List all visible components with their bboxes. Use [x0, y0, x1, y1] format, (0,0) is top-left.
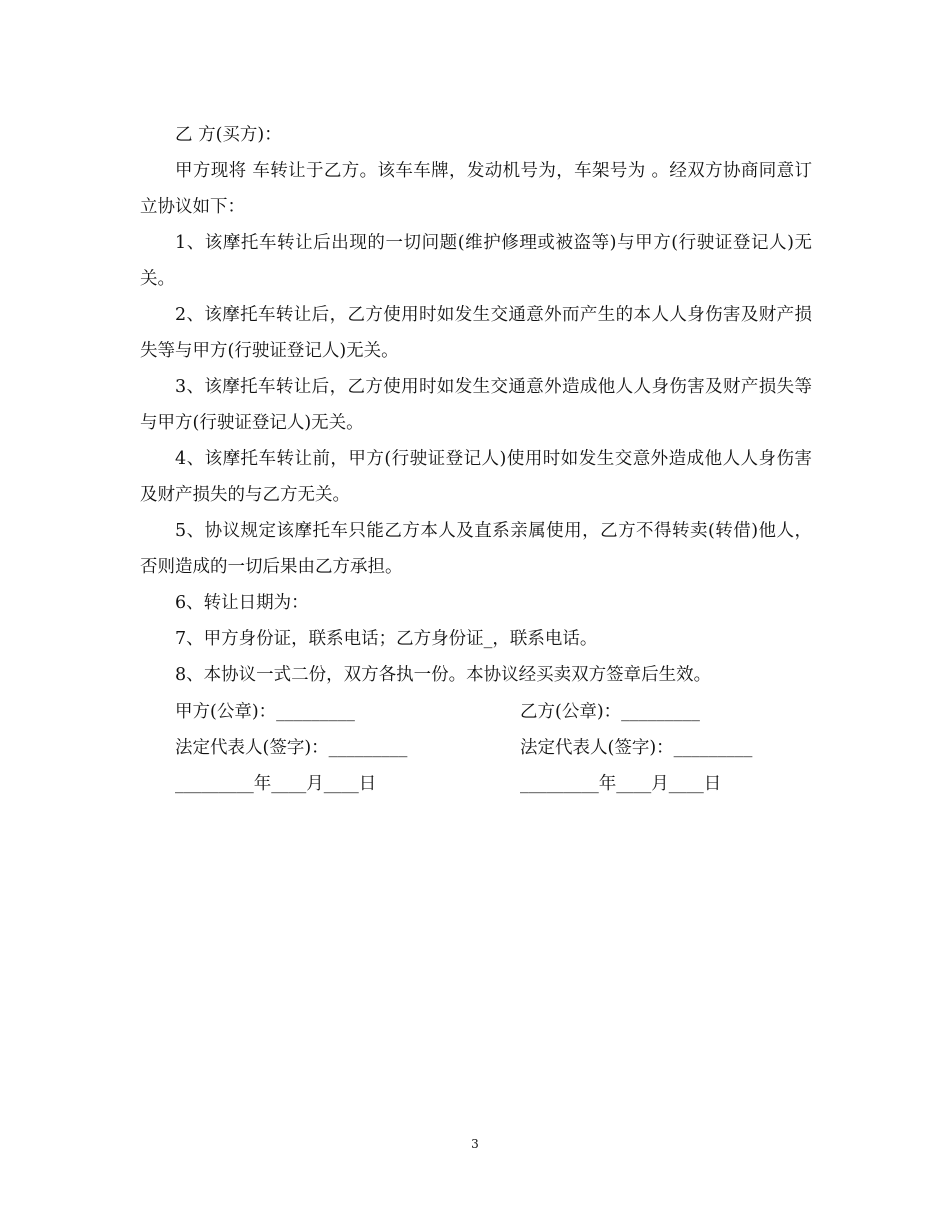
- party-a-representative-line: 法定代表人(签字)：_________: [175, 738, 408, 758]
- clause-3: 3、该摩托车转让后，乙方使用时如发生交通意外造成他人人身伤害及财产损失等与甲方(行驶证登记人)无关。: [140, 377, 812, 433]
- clause-8: 8、本协议一式二份，双方各执一份。本协议经买卖双方签章后生效。: [175, 665, 712, 685]
- party-b-seal-line: 乙方(公章)：_________: [520, 702, 700, 722]
- intro-paragraph: 甲方现将 车转让于乙方。该车车牌，发动机号为，车架号为 。经双方协商同意订立协议如下：: [140, 161, 812, 217]
- clause-4: 4、该摩托车转让前，甲方(行驶证登记人)使用时如发生交意外造成他人人身伤害及财产损失的与乙方无关。: [140, 449, 812, 505]
- party-a-seal-line: 甲方(公章)：_________: [175, 702, 355, 722]
- party-b-representative-line: 法定代表人(签字)：_________: [520, 738, 753, 758]
- clause-6: 6、转让日期为：: [175, 593, 309, 613]
- party-a-date-line: _________年____月____日: [175, 774, 377, 794]
- party-b-heading: 乙 方(买方)：: [175, 125, 282, 145]
- clause-2: 2、该摩托车转让后，乙方使用时如发生交通意外而产生的本人人身伤害及财产损失等与甲方(行驶证登记人)无关。: [140, 305, 812, 361]
- clause-1: 1、该摩托车转让后出现的一切问题(维护修理或被盗等)与甲方(行驶证登记人)无关。: [140, 233, 812, 289]
- clause-5: 5、协议规定该摩托车只能乙方本人及直系亲属使用，乙方不得转卖(转借)他人，否则造成的一切后果由乙方承担。: [140, 521, 812, 577]
- clause-7: 7、甲方身份证，联系电话；乙方身份证_，联系电话。: [175, 629, 598, 649]
- page-number: 3: [471, 1137, 479, 1151]
- party-b-date-line: _________年____月____日: [520, 774, 722, 794]
